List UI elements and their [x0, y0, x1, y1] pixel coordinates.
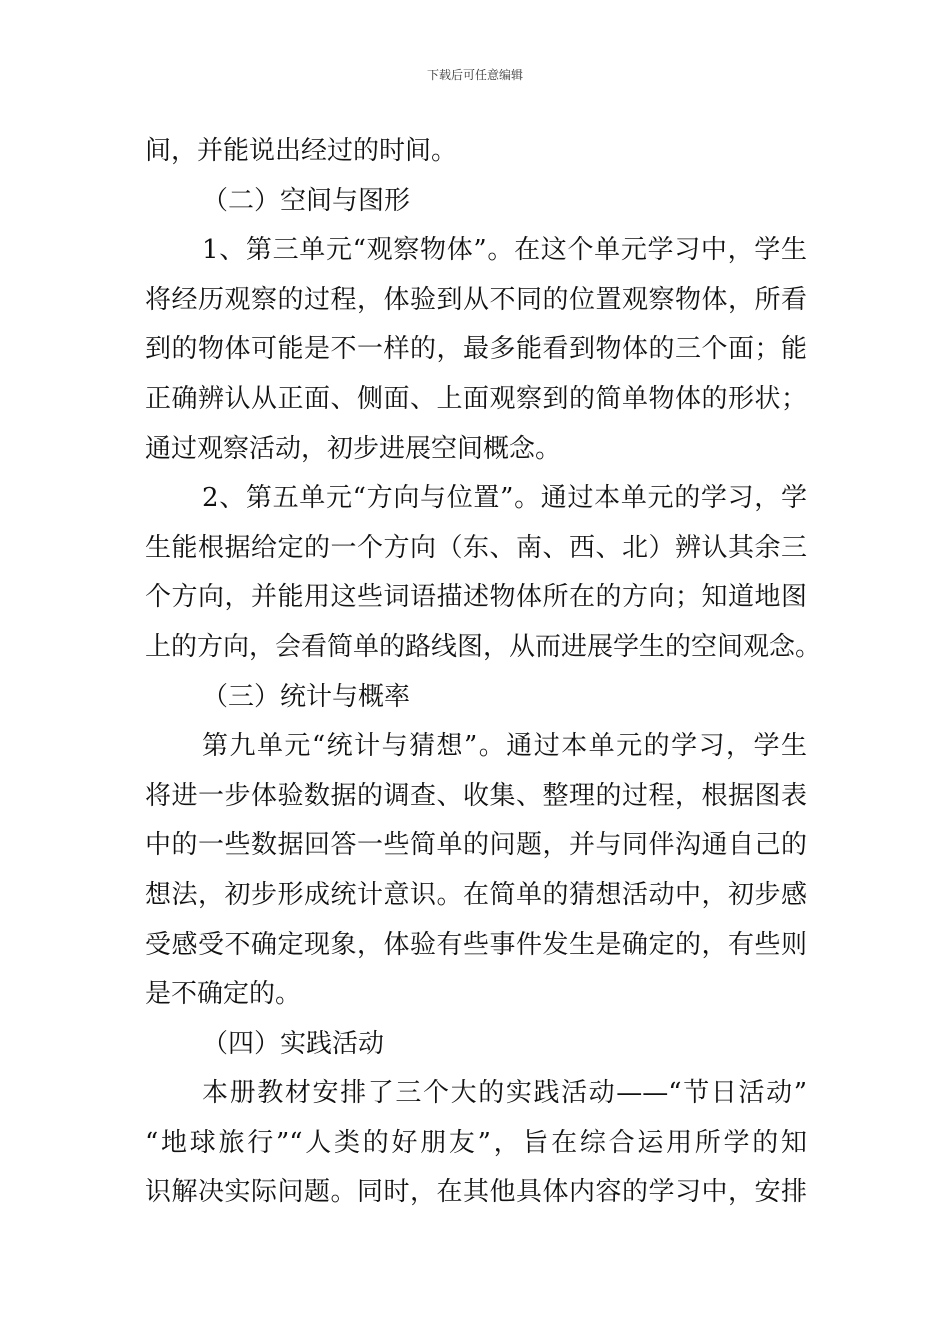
text-line: 间，并能说出经过的时间。 — [145, 136, 458, 166]
text-line: 到的物体可能是不一样的，最多能看到物体的三个面；能 — [145, 334, 807, 365]
text-line: 中的一些数据回答一些简单的问题，并与同伴沟通自己的 — [145, 830, 807, 861]
text-line: 本册教材安排了三个大的实践活动——“节日活动” — [202, 1078, 807, 1109]
text-line: 1、第三单元“观察物体”。在这个单元学习中，学生 — [202, 235, 807, 266]
section-heading: （四）实践活动 — [202, 1028, 385, 1059]
text-line: 个方向，并能用这些词语描述物体所在的方向；知道地图 — [145, 582, 807, 613]
text-line: 识解决实际问题。同时，在其他具体内容的学习中，安排 — [145, 1177, 807, 1208]
text-line: 生能根据给定的一个方向（东、南、西、北）辨认其余三 — [145, 532, 807, 563]
text-line: 2、第五单元“方向与位置”。通过本单元的学习，学 — [202, 483, 807, 514]
section-heading: （三）统计与概率 — [202, 681, 411, 712]
text-line: “地球旅行”“人类的好朋友”，旨在综合运用所学的知 — [145, 1127, 807, 1158]
text-line: 上的方向，会看简单的路线图，从而进展学生的空间观念。 — [145, 631, 822, 662]
text-line: 将进一步体验数据的调查、收集、整理的过程，根据图表 — [145, 780, 807, 811]
text-line: 将经历观察的过程，体验到从不同的位置观察物体，所看 — [145, 284, 807, 315]
text-line: 受感受不确定现象，体验有些事件发生是确定的，有些则 — [145, 929, 807, 960]
text-line: 想法，初步形成统计意识。在简单的猜想活动中，初步感 — [145, 879, 807, 910]
text-line: 第九单元“统计与猜想”。通过本单元的学习，学生 — [202, 731, 807, 762]
text-line: 是不确定的。 — [145, 979, 302, 1010]
text-line: 正确辨认从正面、侧面、上面观察到的简单物体的形状； — [145, 383, 807, 414]
text-line: 通过观察活动，初步进展空间概念。 — [145, 433, 562, 464]
section-heading: （二）空间与图形 — [202, 185, 411, 216]
page-header-note: 下载后可任意编辑 — [426, 68, 523, 82]
document-body — [145, 127, 822, 1218]
